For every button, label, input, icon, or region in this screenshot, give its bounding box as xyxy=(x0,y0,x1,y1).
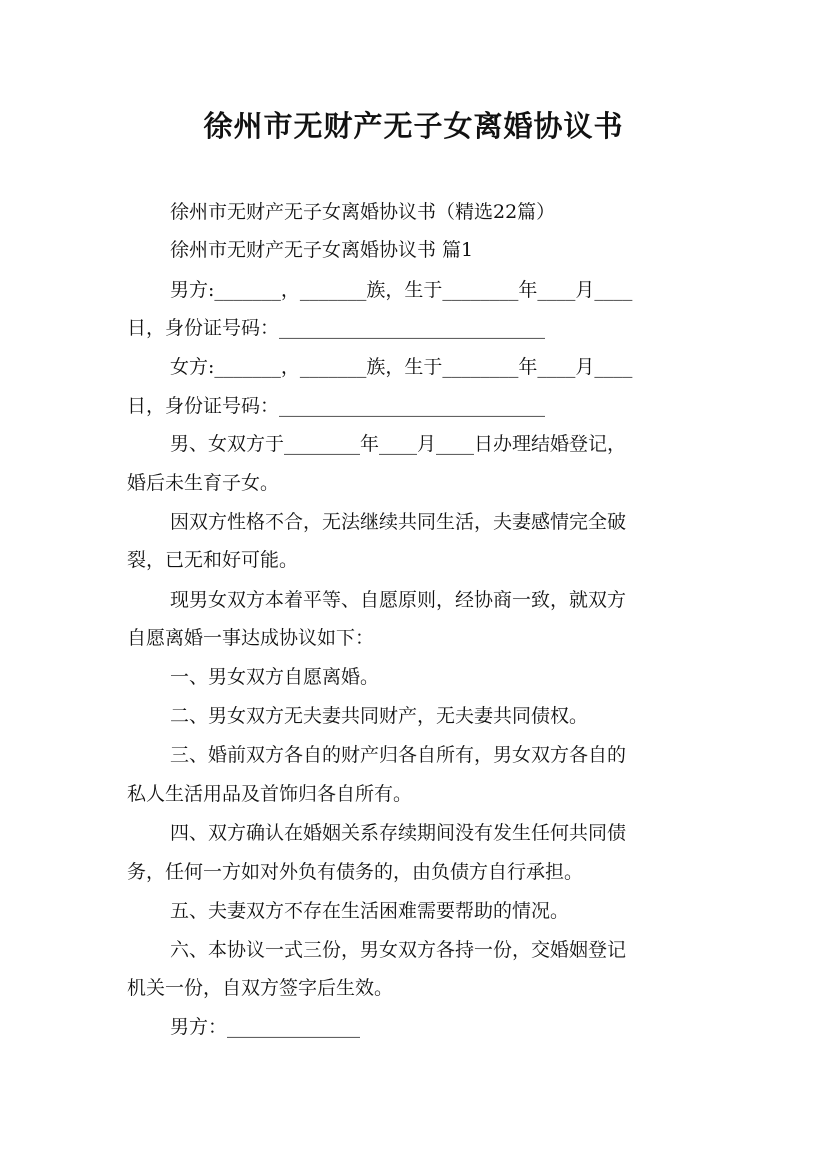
document-title: 徐州市无财产无子女离婚协议书 xyxy=(203,109,624,143)
clause-4: 四、双方确认在婚姻关系存续期间没有发生任何共同债 xyxy=(170,822,627,844)
clause-5: 五、夫妻双方不存在生活困难需要帮助的情况。 xyxy=(170,900,570,922)
clause-6: 六、本协议一式三份，男女双方各持一份，交婚姻登记 xyxy=(170,939,627,961)
clause-6-cont: 机关一份，自双方签字后生效。 xyxy=(127,977,394,999)
clause-3: 三、婚前双方各自的财产归各自所有，男女双方各自的 xyxy=(170,744,627,766)
document-subtitle: 徐州市无财产无子女离婚协议书（精选22篇） xyxy=(170,201,556,223)
female-party-line: 女方:_______，_______族，生于________年____月____ xyxy=(170,356,633,378)
section-heading: 徐州市无财产无子女离婚协议书 篇1 xyxy=(170,239,474,261)
reason-paragraph-cont: 裂，已无和好可能。 xyxy=(127,549,299,571)
clause-1: 一、男女双方自愿离婚。 xyxy=(170,666,380,688)
male-id-line: 日，身份证号码：____________________________ xyxy=(127,317,546,339)
clause-4-cont: 务，任何一方如对外负有债务的，由负债方自行承担。 xyxy=(127,861,584,883)
clause-3-cont: 私人生活用品及首饰归各自所有。 xyxy=(127,783,413,805)
reason-paragraph: 因双方性格不合，无法继续共同生活，夫妻感情完全破 xyxy=(170,511,627,533)
agreement-intro: 现男女双方本着平等、自愿原则，经协商一致，就双方 xyxy=(170,589,627,611)
marriage-registration-line-cont: 婚后未生育子女。 xyxy=(127,472,280,494)
agreement-intro-cont: 自愿离婚一事达成协议如下： xyxy=(127,627,375,649)
male-party-line: 男方:_______，_______族，生于________年____月____ xyxy=(170,279,633,301)
male-signature-line: 男方：______________ xyxy=(170,1016,361,1038)
female-id-line: 日，身份证号码：____________________________ xyxy=(127,395,546,417)
clause-2: 二、男女双方无夫妻共同财产，无夫妻共同债权。 xyxy=(170,705,589,727)
marriage-registration-line: 男、女双方于________年____月____日办理结婚登记， xyxy=(170,433,627,455)
